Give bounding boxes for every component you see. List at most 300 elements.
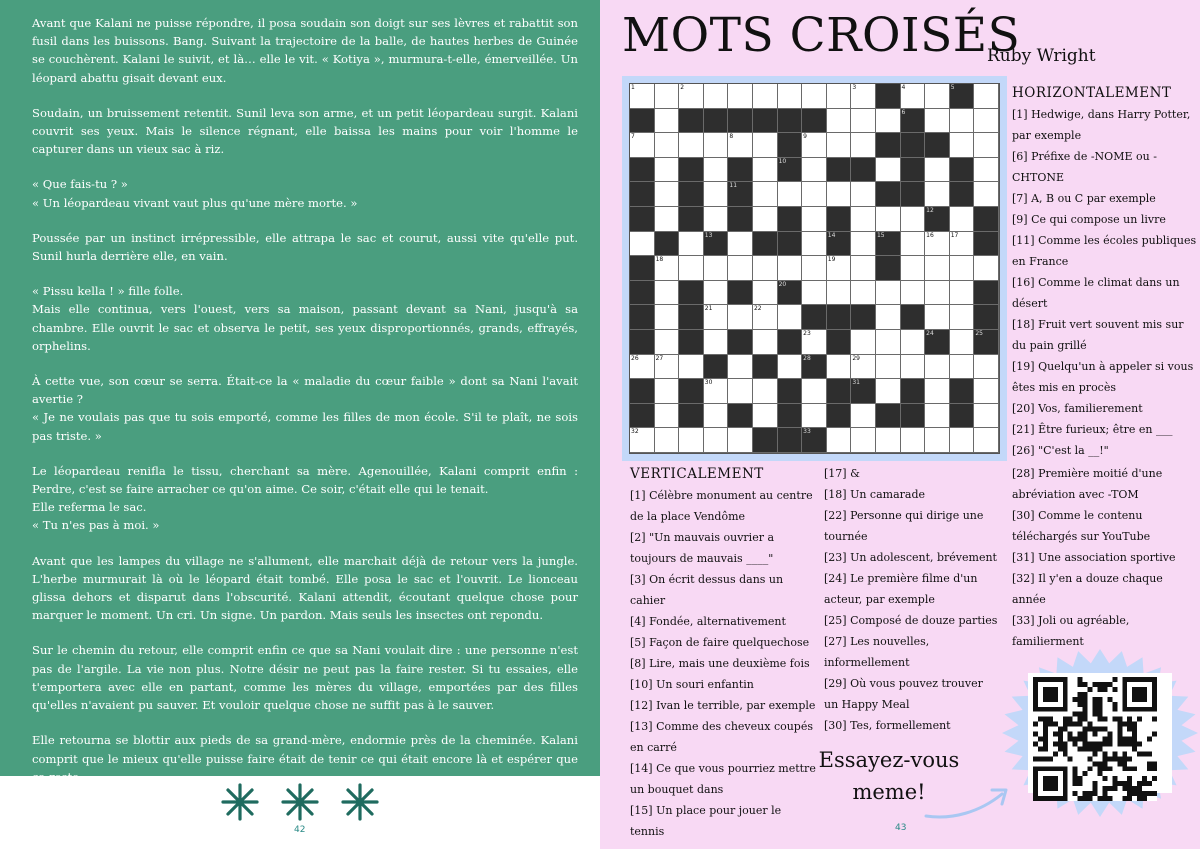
down-clue: [3] On écrit dessus dans un cahier	[630, 573, 784, 607]
grid-cell[interactable]	[876, 281, 901, 306]
story-paragraph: « Que fais-tu ? » « Un léopardeau vivant vaut plus qu'une mère morte. »	[32, 177, 358, 210]
grid-cell[interactable]	[655, 305, 680, 330]
grid-cell[interactable]	[655, 158, 680, 183]
grid-block	[950, 84, 975, 109]
cell-number: 11	[729, 182, 738, 190]
grid-block	[827, 232, 852, 257]
grid-cell[interactable]	[851, 232, 876, 257]
story-paragraph: Sur le chemin du retour, elle comprit enfin ce que sa Nani voulait dire : une personne n'est pas de l'argile. La vie non plus. Notre désir ne peut pas la faire rester. Si tu essaies, elle t'emportera avec elle en partant, comme les mères du village, emportées par des filles qu'elles n'avaient pu sauver. Et vouloir quelque chose ne suffit pas à le sauver.	[32, 643, 578, 713]
cell-number: 12	[926, 206, 934, 214]
grid-cell[interactable]	[679, 84, 704, 109]
story-paragraph: Avant que les lampes du village ne s'allument, elle marchait déjà de retour vers la jungle. L'herbe murmurait là où le léopard était tombé. Elle posa le sac et l'ouvrit. Le lionceau glissa dehors et disparut dans l'obscurité. Kalani attendit, écoutant quelque chose pour marquer le moment. Un cri. Un signe. Un pardon. Mais seuls les insectes ont repondu.	[32, 553, 578, 623]
grid-block	[974, 281, 999, 306]
cell-number: 19	[827, 256, 836, 264]
star-icon	[280, 782, 320, 822]
across-clue: [30] Comme le contenu téléchargés sur YouTube	[1012, 509, 1151, 543]
grid-cell[interactable]	[851, 133, 876, 158]
grid-cell[interactable]	[950, 232, 975, 257]
cell-number: 25	[975, 329, 983, 337]
grid-cell[interactable]	[704, 404, 729, 429]
grid-cell[interactable]	[851, 182, 876, 207]
down-clue: [22] Personne qui dirige une tournée	[824, 509, 984, 543]
story-paragraph: À cette vue, son cœur se serra. Était-ce la « maladie du cœur faible » dont sa Nani l'avait avertie ? « Je ne voulais pas que tu sois emporté, comme les filles de mon école. S'il te plaît, ne sois pas triste. »	[32, 374, 578, 443]
cell-number: 29	[852, 354, 860, 362]
grid-block	[753, 355, 778, 380]
down-clue: [24] Le première filme d'un acteur, par exemple	[824, 572, 978, 606]
grid-block	[630, 379, 655, 404]
grid-cell[interactable]	[802, 404, 827, 429]
across-clue: [26] "C'est la __!"	[1012, 444, 1109, 457]
grid-cell[interactable]	[655, 281, 680, 306]
grid-cell[interactable]	[753, 330, 778, 355]
grid-cell[interactable]	[704, 281, 729, 306]
grid-cell[interactable]	[802, 232, 827, 257]
across-clue: [7] A, B ou C par exemple	[1012, 192, 1156, 205]
grid-cell[interactable]	[704, 158, 729, 183]
star-icon	[220, 782, 260, 822]
across-clue: [16] Comme le climat dans un désert	[1012, 276, 1180, 310]
down-clue: [13] Comme des cheveux coupés en carré	[630, 720, 814, 754]
grid-block	[679, 330, 704, 355]
grid-cell[interactable]	[753, 133, 778, 158]
down-clue: [23] Un adolescent, brévement	[824, 551, 997, 564]
across-clue: [6] Préfixe de -NOME ou -CHTONE	[1012, 150, 1157, 184]
grid-cell[interactable]	[827, 182, 852, 207]
grid-cell[interactable]	[655, 207, 680, 232]
grid-cell[interactable]	[974, 428, 999, 453]
grid-block	[704, 355, 729, 380]
cell-number: 4	[901, 84, 906, 91]
cell-number: 8	[729, 133, 734, 141]
grid-cell[interactable]	[925, 158, 950, 183]
grid-cell[interactable]	[753, 158, 778, 183]
grid-cell[interactable]	[827, 133, 852, 158]
grid-cell[interactable]	[728, 379, 753, 404]
across-list	[1012, 104, 1198, 461]
grid-cell[interactable]	[974, 355, 999, 380]
grid-cell[interactable]	[851, 355, 876, 380]
grid-block	[876, 133, 901, 158]
grid-block	[778, 379, 803, 404]
cell-number: 9	[803, 133, 807, 141]
grid-block	[974, 232, 999, 257]
grid-cell[interactable]	[876, 305, 901, 330]
grid-cell[interactable]	[753, 207, 778, 232]
across-clues-continued	[1012, 463, 1198, 652]
grid-cell[interactable]	[925, 379, 950, 404]
down-clue: [8] Lire, mais une deuxième fois	[630, 657, 810, 670]
grid-cell[interactable]	[655, 84, 680, 109]
cell-number: 30	[704, 379, 713, 387]
grid-cell[interactable]	[679, 133, 704, 158]
grid-cell[interactable]	[925, 232, 950, 257]
grid-cell[interactable]	[655, 404, 680, 429]
cell-number: 10	[778, 157, 787, 165]
grid-cell[interactable]	[901, 232, 926, 257]
grid-block	[630, 256, 655, 281]
grid-block	[827, 330, 852, 355]
grid-cell[interactable]	[974, 404, 999, 429]
cell-number: 32	[631, 428, 639, 436]
grid-cell[interactable]	[851, 330, 876, 355]
grid-cell[interactable]	[950, 428, 975, 453]
grid-cell[interactable]	[974, 182, 999, 207]
down-clues-continued	[824, 463, 999, 736]
grid-cell[interactable]	[950, 281, 975, 306]
cell-number: 20	[778, 280, 787, 288]
grid-block	[950, 379, 975, 404]
crossword-grid-frame	[622, 76, 1007, 461]
grid-cell[interactable]	[974, 256, 999, 281]
grid-cell[interactable]	[778, 182, 803, 207]
grid-block	[679, 379, 704, 404]
grid-block	[802, 355, 827, 380]
grid-cell[interactable]	[876, 379, 901, 404]
grid-cell[interactable]	[704, 84, 729, 109]
grid-cell[interactable]	[679, 256, 704, 281]
cell-number: 3	[852, 84, 857, 91]
grid-cell[interactable]	[728, 355, 753, 380]
across-clue: [1] Hedwige, dans Harry Potter, par exemple	[1012, 108, 1191, 142]
grid-cell[interactable]	[827, 84, 852, 109]
grid-cell[interactable]	[851, 84, 876, 109]
cell-number: 23	[803, 329, 811, 337]
grid-cell[interactable]	[655, 109, 680, 134]
grid-block	[901, 305, 926, 330]
across-clue: [28] Première moitié d'une abréviation avec -TOM	[1012, 467, 1163, 501]
grid-cell[interactable]	[728, 256, 753, 281]
grid-cell[interactable]	[950, 355, 975, 380]
grid-cell[interactable]	[974, 379, 999, 404]
grid-block	[950, 158, 975, 183]
grid-cell[interactable]	[655, 133, 680, 158]
grid-cell[interactable]	[851, 428, 876, 453]
grid-cell[interactable]	[778, 256, 803, 281]
grid-cell[interactable]	[925, 109, 950, 134]
grid-cell[interactable]	[802, 330, 827, 355]
grid-block	[827, 207, 852, 232]
grid-cell[interactable]	[753, 379, 778, 404]
grid-cell[interactable]	[901, 428, 926, 453]
story-panel	[0, 0, 600, 784]
grid-cell[interactable]	[630, 232, 655, 257]
grid-cell[interactable]	[827, 281, 852, 306]
grid-cell[interactable]	[728, 232, 753, 257]
grid-block	[778, 133, 803, 158]
grid-cell[interactable]	[753, 404, 778, 429]
grid-cell[interactable]	[655, 379, 680, 404]
grid-cell[interactable]	[704, 305, 729, 330]
grid-cell[interactable]	[704, 182, 729, 207]
grid-cell[interactable]	[827, 256, 852, 281]
down-clue: [12] Ivan le terrible, par exemple	[630, 699, 816, 712]
grid-block	[827, 404, 852, 429]
down-clue: [2] "Un mauvais ouvrier a toujours de mauvais ____"	[630, 531, 775, 565]
down-list	[630, 485, 818, 842]
author-name: Ruby Wright	[987, 46, 1096, 66]
cell-number: 31	[852, 379, 860, 387]
grid-cell[interactable]	[630, 133, 655, 158]
grid-cell[interactable]	[876, 355, 901, 380]
story-paragraph: Soudain, un bruissement retentit. Sunil leva son arme, et un petit léopardeau surgit. Kalani couvrit ses yeux. Mais le silence régnant, elle baissa les mains pour voir l'homme le capturer dans un vieux sac à riz.	[32, 105, 578, 157]
grid-cell[interactable]	[704, 428, 729, 453]
grid-cell[interactable]	[753, 305, 778, 330]
grid-block	[827, 305, 852, 330]
grid-cell[interactable]	[950, 207, 975, 232]
grid-cell[interactable]	[630, 84, 655, 109]
grid-cell[interactable]	[876, 158, 901, 183]
story-paragraph: Poussée par un instinct irrépressible, elle attrapa le sac et courut, aussi vite qu'elle put. Sunil hurla derrière elle, en vain.	[32, 230, 578, 264]
page-number-right: 43	[895, 823, 907, 833]
grid-block	[901, 158, 926, 183]
grid-block	[876, 232, 901, 257]
grid-cell[interactable]	[950, 256, 975, 281]
grid-cell[interactable]	[655, 355, 680, 380]
story-text	[32, 14, 578, 803]
grid-cell[interactable]	[778, 84, 803, 109]
grid-cell[interactable]	[974, 158, 999, 183]
arrow-icon	[922, 782, 1012, 822]
cell-number: 2	[680, 84, 685, 91]
cell-number: 28	[803, 354, 811, 362]
cell-number: 17	[950, 231, 959, 239]
grid-block	[679, 182, 704, 207]
grid-cell[interactable]	[753, 182, 778, 207]
grid-cell[interactable]	[925, 404, 950, 429]
grid-block	[728, 182, 753, 207]
down-clue: [4] Fondée, alternativement	[630, 615, 786, 628]
grid-cell[interactable]	[704, 330, 729, 355]
grid-cell[interactable]	[974, 133, 999, 158]
grid-cell[interactable]	[925, 428, 950, 453]
grid-cell[interactable]	[851, 404, 876, 429]
grid-cell[interactable]	[851, 109, 876, 134]
grid-cell[interactable]	[950, 109, 975, 134]
grid-block	[679, 109, 704, 134]
grid-cell[interactable]	[679, 355, 704, 380]
grid-cell[interactable]	[901, 207, 926, 232]
grid-block	[630, 182, 655, 207]
grid-cell[interactable]	[728, 305, 753, 330]
grid-cell[interactable]	[950, 330, 975, 355]
grid-cell[interactable]	[851, 256, 876, 281]
down-clue: [25] Composé de douze parties	[824, 614, 998, 627]
grid-block	[876, 84, 901, 109]
cell-number: 7	[631, 133, 635, 141]
grid-cell[interactable]	[925, 84, 950, 109]
down-clue: [5] Façon de faire quelquechose	[630, 636, 810, 649]
grid-block	[950, 404, 975, 429]
cell-number: 18	[655, 256, 664, 264]
grid-cell[interactable]	[901, 84, 926, 109]
grid-block	[753, 109, 778, 134]
across-clue: [31] Une association sportive	[1012, 551, 1176, 564]
grid-cell[interactable]	[876, 207, 901, 232]
grid-cell[interactable]	[728, 133, 753, 158]
cell-number: 14	[827, 231, 836, 239]
grid-block	[630, 330, 655, 355]
grid-cell[interactable]	[802, 158, 827, 183]
grid-cell[interactable]	[901, 330, 926, 355]
grid-cell[interactable]	[925, 355, 950, 380]
grid-cell[interactable]	[704, 256, 729, 281]
crossword-title: MOTS CROISÉS	[622, 8, 1021, 63]
grid-cell[interactable]	[802, 207, 827, 232]
grid-cell[interactable]	[802, 281, 827, 306]
grid-cell[interactable]	[802, 379, 827, 404]
grid-block	[925, 330, 950, 355]
grid-cell[interactable]	[876, 109, 901, 134]
across-clue: [21] Être furieux; être en ___	[1012, 423, 1173, 436]
cell-number: 15	[876, 231, 885, 239]
grid-cell[interactable]	[728, 84, 753, 109]
grid-block	[974, 207, 999, 232]
grid-block	[851, 305, 876, 330]
grid-cell[interactable]	[655, 330, 680, 355]
across-clue: [9] Ce qui compose un livre	[1012, 213, 1166, 226]
grid-cell[interactable]	[925, 256, 950, 281]
story-paragraph: Elle retourna se blottir aux pieds de sa grand-mère, endormie près de la cheminée. Kalani comprit que le mieux qu'elle puisse faire était de tenir ce qui était encore là et espérer que ça reste.	[32, 733, 578, 784]
story-paragraph: Le léopardeau renifla le tissu, cherchant sa mère. Agenouillée, Kalani comprit enfin : Perdre, c'est se faire arracher ce qu'on aime. Ce soir, c'était elle qui le tenait. Elle referma le sac. « Tu n'es pas à moi. »	[32, 463, 578, 533]
grid-block	[876, 256, 901, 281]
grid-cell[interactable]	[901, 281, 926, 306]
grid-cell[interactable]	[753, 256, 778, 281]
cell-number: 27	[655, 354, 664, 362]
grid-cell[interactable]	[901, 355, 926, 380]
across-list-continued	[1012, 463, 1198, 652]
grid-cell[interactable]	[802, 182, 827, 207]
down-heading: VERTICALEMENT	[630, 466, 764, 482]
across-clue: [19] Quelqu'un à appeler si vous êtes mis en procès	[1012, 360, 1194, 394]
grid-block	[630, 207, 655, 232]
grid-block	[876, 182, 901, 207]
grid-block	[728, 330, 753, 355]
grid-cell[interactable]	[679, 232, 704, 257]
grid-block	[679, 158, 704, 183]
across-clue: [33] Joli ou agréable, familierment	[1012, 614, 1130, 648]
grid-cell[interactable]	[753, 84, 778, 109]
cell-number: 24	[926, 329, 934, 337]
grid-cell[interactable]	[753, 281, 778, 306]
grid-block	[778, 207, 803, 232]
grid-block	[728, 158, 753, 183]
grid-cell[interactable]	[851, 207, 876, 232]
grid-block	[802, 109, 827, 134]
grid-cell[interactable]	[827, 355, 852, 380]
down-clue: [18] Un camarade	[824, 488, 926, 501]
grid-cell[interactable]	[704, 133, 729, 158]
grid-block	[679, 305, 704, 330]
qr-code[interactable]	[1033, 677, 1157, 801]
grid-cell[interactable]	[802, 133, 827, 158]
grid-block	[901, 109, 926, 134]
cell-number: 5	[950, 84, 955, 91]
grid-cell[interactable]	[655, 428, 680, 453]
grid-block	[704, 109, 729, 134]
grid-block	[974, 330, 999, 355]
grid-block	[827, 158, 852, 183]
try-it-text: Essayez-vous meme!	[818, 748, 960, 804]
grid-block	[679, 207, 704, 232]
grid-cell[interactable]	[704, 379, 729, 404]
across-clue: [20] Vos, familierement	[1012, 402, 1143, 415]
across-clue: [32] Il y'en a douze chaque année	[1012, 572, 1163, 606]
across-clue: [11] Comme les écoles publiques en France	[1012, 234, 1197, 268]
grid-block	[753, 232, 778, 257]
cell-number: 21	[704, 305, 713, 313]
star-icon	[340, 782, 380, 822]
grid-cell[interactable]	[802, 84, 827, 109]
grid-block	[974, 305, 999, 330]
grid-cell[interactable]	[630, 428, 655, 453]
grid-block	[778, 404, 803, 429]
cell-number: 26	[631, 354, 639, 362]
grid-cell[interactable]	[974, 109, 999, 134]
cell-number: 1	[631, 84, 635, 91]
grid-cell[interactable]	[851, 281, 876, 306]
grid-cell[interactable]	[827, 109, 852, 134]
grid-block	[851, 158, 876, 183]
grid-block	[827, 379, 852, 404]
grid-cell[interactable]	[655, 182, 680, 207]
down-clue: [14] Ce que vous pourriez mettre un bouquet dans	[630, 762, 816, 796]
grid-cell[interactable]	[925, 305, 950, 330]
down-clue: [15] Un place pour jouer le tennis	[630, 804, 782, 838]
story-paragraph: Avant que Kalani ne puisse répondre, il posa soudain son doigt sur ses lèvres et rabattit son fusil dans les buissons. Bang. Suivant la trajectoire de la balle, de hautes herbes de Guinée se couchèrent. Kalani le suivit, et là… elle le vit. « Kotiya », murmura-t-elle, émerveillée. Un léopard abattu gisait devant eux.	[32, 16, 578, 85]
grid-cell[interactable]	[901, 256, 926, 281]
grid-cell[interactable]	[876, 330, 901, 355]
grid-cell[interactable]	[827, 428, 852, 453]
grid-block	[630, 404, 655, 429]
grid-cell[interactable]	[876, 428, 901, 453]
grid-cell[interactable]	[778, 355, 803, 380]
grid-block	[778, 232, 803, 257]
cell-number: 6	[901, 108, 906, 116]
grid-block	[630, 109, 655, 134]
grid-block	[630, 305, 655, 330]
across-clues	[1012, 82, 1198, 461]
cell-number: 13	[704, 231, 713, 239]
down-clue: [17] &	[824, 467, 860, 480]
grid-cell[interactable]	[950, 133, 975, 158]
grid-cell[interactable]	[925, 281, 950, 306]
grid-block	[630, 158, 655, 183]
grid-block	[778, 109, 803, 134]
grid-block	[728, 109, 753, 134]
grid-cell[interactable]	[950, 305, 975, 330]
grid-block	[925, 133, 950, 158]
page-number-left: 42	[294, 825, 306, 835]
grid-cell[interactable]	[728, 428, 753, 453]
grid-block	[925, 207, 950, 232]
grid-cell[interactable]	[630, 355, 655, 380]
down-clue: [1] Célèbre monument au centre de la place Vendôme	[630, 489, 813, 523]
grid-cell[interactable]	[655, 256, 680, 281]
story-paragraph: « Pissu kella ! » fille folle. Mais elle continua, vers l'ouest, vers sa maison, passant devant sa Nani, jusqu'à sa chambre. Elle ouvrit le sac et observa le petit, ses yeux disproportionnés, grands, effrayés, orphelins.	[32, 284, 578, 353]
grid-cell[interactable]	[704, 207, 729, 232]
right-page	[600, 0, 1200, 849]
grid-cell[interactable]	[778, 305, 803, 330]
grid-block	[655, 232, 680, 257]
star-ornaments	[220, 782, 380, 822]
grid-block	[704, 232, 729, 257]
grid-block	[901, 379, 926, 404]
grid-cell[interactable]	[925, 182, 950, 207]
grid-cell[interactable]	[679, 428, 704, 453]
grid-cell[interactable]	[802, 256, 827, 281]
grid-block	[778, 281, 803, 306]
grid-cell[interactable]	[974, 84, 999, 109]
